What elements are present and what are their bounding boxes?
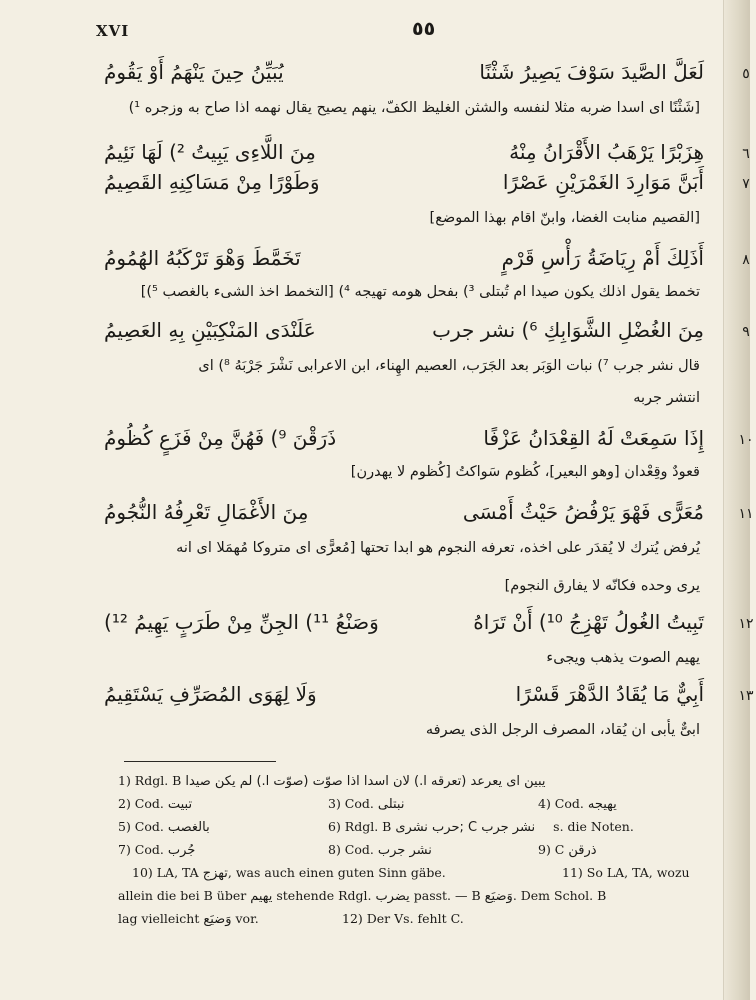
scholion-verse-5: [شَثْنًا اى اسدا ضربه مثلا لنفسه والشثن الغليظ الكفّ، ينهم يصيح يقال نهمه اذا صاح به وزجره ¹) — [128, 100, 700, 116]
hemistich-first: إِذَا سَمِعَتْ لَهُ القِعْدَانُ عَزْفًا — [483, 426, 704, 450]
scholion-verse-12: يهيم الصوت يذهب ويجىء — [546, 650, 700, 666]
hemistich-first: أَبَنَّ مَوَارِدَ الغَمْرَيْنِ عَصْرًا — [502, 170, 704, 194]
verse-7 — [92, 170, 750, 200]
hemistich-second: مِنَ الأَغْمَالِ تَعْرِفُهُ النُّجُومُ — [104, 500, 309, 524]
hemistich-second: يُبَيِّنُ حِينَ يَنْهَمُ أَوْ يَقُومُ — [104, 60, 284, 84]
verse-number: ٥ — [742, 66, 750, 82]
footnote-5: 5) Cod. بالغصب — [118, 819, 210, 835]
hemistich-first: هِزَبْرًا يَرْهَبُ الأَقْرَانُ مِنْهُ — [509, 140, 704, 164]
verse-9 — [92, 318, 750, 348]
scholion-verse-10: قعودٌ وقِعْدان [وهو البعير]، كُظوم سَواكتُ [كُظوم لا يهدرن] — [350, 464, 700, 480]
scholion-verse-13: ابىٌّ يأبى ان يُقاد، المصرف الرجل الذى يصرفه — [425, 722, 700, 738]
footnote-row — [118, 842, 718, 865]
scholion-verse-8: تخمط يقول اذلك يكون صيدا ام تُبتلى ³) بفحل هومه تهيجه ⁴) [التخمط اخذ الشىء بالغصب ⁵)] — [140, 284, 700, 300]
footnote-11: 11) So LA, TA, wozu — [562, 865, 690, 880]
footnote-separator — [124, 761, 276, 762]
hemistich-second: وَطَوْرًا مِنْ مَسَاكِنِهِ القَصِيمُ — [104, 170, 320, 194]
verse-8 — [92, 246, 750, 276]
hemistich-second: تَخَمَّطَ وَهْوَ تَرْكَبُهُ الهُمُومُ — [104, 246, 301, 270]
verse-number: ١٠ — [738, 432, 754, 448]
scholion-verse-11: يُرفض يُترك لا يُقدَر على اخذه، تعرفه النجوم هو ابدا تحتها [مُعرًّى اى متروكا مُهمَلا اى انه — [176, 540, 700, 556]
hemistich-first: مُعَرًّى فَهْوَ يَرْفُضُ حَيْثُ أَمْسَى — [462, 500, 704, 524]
footnote-1: 1) Rdgl. B يبين اى يعرعد (تعرقه l.) لان اسدا اذا صوّت (صوّت l.) لم يكن صيدا — [118, 773, 546, 789]
footnote-row — [118, 819, 718, 842]
verse-number: ٧ — [742, 176, 750, 192]
scholion-verse-11-continued: يرى وحده فكانّه لا يفارق النجوم] — [504, 578, 700, 594]
hemistich-first: أَذَلِكَ أَمْ رِيَاضَةُ رَأْسِ قَرْمٍ — [501, 246, 704, 270]
hemistich-second: ذَرَقْنَ ⁹) فَهُنَّ مِنْ فَزَعٍ كُظُومُ — [104, 426, 337, 450]
verse-number: ١٣ — [738, 688, 754, 704]
document-page — [92, 18, 754, 988]
verse-number: ١٢ — [738, 616, 754, 632]
footnote-2: 2) Cod. تبيت — [118, 796, 193, 812]
footnote-row — [118, 888, 718, 911]
verse-11 — [92, 500, 754, 530]
verse-5 — [92, 60, 750, 90]
verse-13 — [92, 682, 754, 712]
footnote-8: 8) Cod. نشر جرب — [328, 842, 432, 858]
hemistich-second: عَلَنْدَى المَنْكِبَيْنِ بِهِ العَصِيمُ — [104, 318, 316, 342]
footnote-10: 10) LA, TA تهزج, was auch einen guten Sinn gäbe. — [132, 865, 446, 881]
footnote-4: 4) Cod. يهيجه — [538, 796, 617, 812]
hemistich-first: أَبِيٌّ مَا يُقَادُ الدَّهْرَ قَسْرًا — [515, 682, 704, 706]
footnote-11-end: lag vielleicht وَضيَع vor. — [118, 911, 259, 927]
footnote-6: 6) Rdgl. B نشر جرب C ;حرب نشرى s. die Noten. — [328, 819, 634, 835]
verse-10 — [92, 426, 754, 456]
scholion-verse-7: [القصيم منابت الغضا، وابنّ اقام بهذا الموضع] — [429, 210, 700, 226]
footnote-row — [118, 911, 718, 934]
hemistich-first: تَبِيتُ الغُولُ تَهْزِجُ ¹⁰) أَنْ تَرَاهُ — [473, 610, 704, 634]
verse-6 — [92, 140, 750, 170]
footnote-row — [118, 796, 718, 819]
hemistich-second: وَلَا لِهَوَى المُصَرِّفِ يَسْتَقِيمُ — [104, 682, 317, 706]
scholion-verse-9-continued: انتشر جربه — [633, 390, 700, 406]
running-head — [92, 18, 724, 46]
footnote-9: 9) C ذرقن — [538, 842, 597, 858]
footnote-row — [118, 773, 718, 796]
footnote-row — [118, 865, 718, 888]
section-roman-numeral: XVI — [96, 22, 130, 40]
footnote-3: 3) Cod. نبتلى — [328, 796, 405, 812]
hemistich-second: مِنَ اللَّاءِى يَبِيتُ ²) لَهَا نَئِيمُ — [104, 140, 316, 164]
hemistich-first: لَعَلَّ الصَّيدَ سَوْفَ يَصِيرُ شَثْنًا — [479, 60, 704, 84]
verse-number: ٩ — [742, 324, 750, 340]
verse-number: ٦ — [742, 146, 750, 162]
page-number: ٥٥ — [412, 18, 436, 40]
hemistich-second: وَصَنْعُ ¹¹) الجِنِّ مِنْ طَرَبٍ يَهِيمُ ¹²) — [104, 610, 379, 634]
verse-number: ١١ — [738, 506, 754, 522]
verse-number: ٨ — [742, 252, 750, 268]
verse-12 — [92, 610, 754, 640]
scholion-verse-9: قال نشر جرب ⁷) نبات الوَبَر بعد الجَرَب، العصيم الهِناء، ابن الاعرابى نَشْرَ جَرْبَهُ ⁸) اى — [198, 358, 700, 374]
hemistich-first: مِنَ الغُضْلِ الشَّوَابِكِ ⁶) نشر جرب — [432, 318, 704, 342]
footnotes — [118, 773, 718, 934]
footnote-11-continued: allein die bei B über يهيم stehende Rdgl. يضرب passt. — B وَضيَع. Dem Schol. B — [118, 888, 607, 904]
footnote-7: 7) Cod. جُرب — [118, 842, 196, 858]
footnote-12: 12) Der Vs. fehlt C. — [342, 911, 464, 926]
